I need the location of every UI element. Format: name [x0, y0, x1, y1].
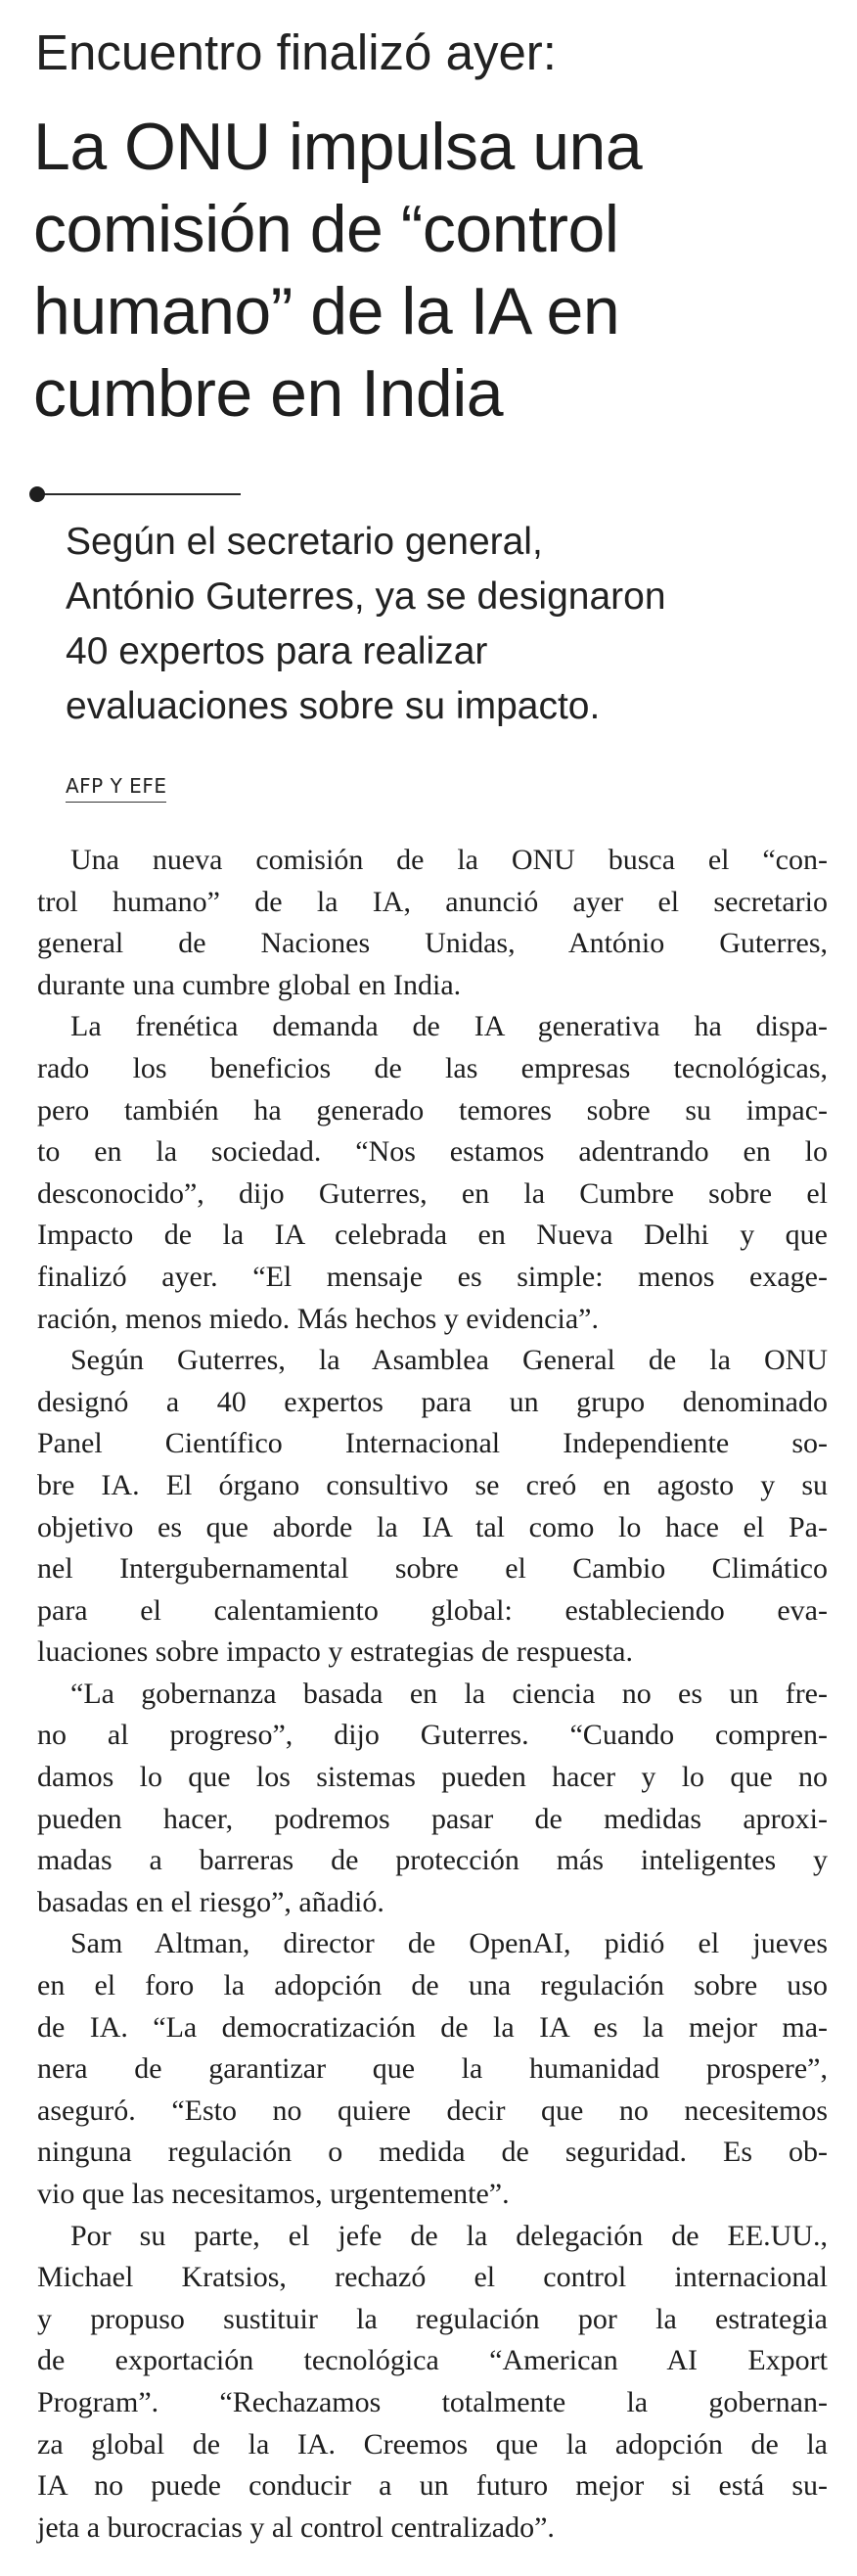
body-line: vio que las necesitamos, urgentemente”.	[37, 2178, 510, 2210]
body-line: nel Intergubernamental sobre el Cambio Climático	[37, 1552, 828, 1586]
body-line: Michael Kratsios, rechazó el control internacional	[37, 2261, 828, 2294]
article-byline: AFP Y EFE	[66, 773, 166, 803]
body-line: basadas en el riesgo”, añadió.	[37, 1885, 384, 1918]
body-line: Según Guterres, la Asamblea General de la ONU	[70, 1344, 828, 1377]
deck-line: António Guterres, ya se designaron	[66, 575, 666, 618]
body-line: para el calentamiento global: estableciendo eva-	[37, 1593, 828, 1627]
headline-line: cumbre en India	[33, 356, 504, 431]
body-line: trol humano” de la IA, anunció ayer el secretario	[37, 885, 828, 918]
body-line: “La gobernanza basada en la ciencia no es un fre-	[70, 1677, 828, 1710]
body-line: de exportación tecnológica “American AI Export	[37, 2344, 828, 2377]
body-line: Por su parte, el jefe de la delegación de EE.UU.,	[70, 2219, 828, 2252]
deck-line: 40 expertos para realizar	[66, 630, 488, 672]
body-line: to en la sociedad. “Nos estamos adentrando en lo	[37, 1135, 828, 1169]
body-line: no al progreso”, dijo Guterres. “Cuando compren-	[37, 1719, 828, 1752]
body-line: nera de garantizar que la humanidad prospere”,	[37, 2052, 828, 2086]
divider-dot	[29, 486, 45, 502]
body-line: aseguró. “Esto no quiere decir que no necesitemos	[37, 2093, 828, 2127]
body-line: Sam Altman, director de OpenAI, pidió el jueves	[70, 1927, 828, 1960]
body-line: La frenética demanda de IA generativa ha dispa-	[70, 1010, 828, 1043]
body-line: y propuso sustituir la regulación por la estrategia	[37, 2302, 828, 2335]
body-line: general de Naciones Unidas, António Guterres,	[37, 927, 828, 960]
body-line: objetivo es que aborde la IA tal como lo hace el Pa-	[37, 1510, 828, 1543]
headline-line: comisión de “control	[33, 192, 619, 266]
article-deck	[66, 515, 848, 734]
body-line: pueden hacer, podremos pasar de medidas aproxi-	[37, 1802, 828, 1835]
headline-line: humano” de la IA en	[33, 274, 620, 348]
article-body	[37, 840, 828, 2549]
article-headline	[33, 106, 845, 435]
body-line: durante una cumbre global en India.	[37, 968, 462, 1001]
body-line: Impacto de la IA celebrada en Nueva Delhi y que	[37, 1219, 828, 1252]
body-line: en el foro la adopción de una regulación sobre uso	[37, 1969, 828, 2002]
body-line: designó a 40 expertos para un grupo denominado	[37, 1385, 828, 1418]
body-line: madas a barreras de protección más inteligentes y	[37, 1844, 828, 1877]
body-line: rado los beneficios de las empresas tecnológicas,	[37, 1051, 828, 1084]
divider-line	[39, 493, 241, 495]
body-line: ninguna regulación o medida de seguridad. Es ob-	[37, 2136, 828, 2169]
body-line: Una nueva comisión de la ONU busca el “con-	[70, 844, 828, 876]
body-line: za global de la IA. Creemos que la adopción de la	[37, 2427, 828, 2461]
body-line: desconocido”, dijo Guterres, en la Cumbre sobre el	[37, 1176, 828, 1210]
body-line: jeta a burocracias y al control centralizado”.	[37, 2510, 555, 2544]
headline-line: La ONU impulsa una	[33, 110, 643, 184]
body-line: pero también ha generado temores sobre su impac-	[37, 1093, 828, 1127]
deck-line: Según el secretario general,	[66, 521, 543, 563]
body-line: damos lo que los sistemas pueden hacer y lo que no	[37, 1761, 828, 1794]
body-line: IA no puede conducir a un futuro mejor si está su-	[37, 2469, 828, 2503]
body-line: Program”. “Rechazamos totalmente la gobernan-	[37, 2385, 828, 2418]
body-line: de IA. “La democratización de la IA es la mejor ma-	[37, 2010, 828, 2044]
deck-line: evaluaciones sobre su impacto.	[66, 685, 601, 727]
body-line: bre IA. El órgano consultivo se creó en agosto y su	[37, 1468, 828, 1501]
article-kicker: Encuentro finalizó ayer:	[35, 24, 557, 80]
body-line: finalizó ayer. “El mensaje es simple: menos exage-	[37, 1260, 828, 1293]
body-line: Panel Científico Internacional Independiente so-	[37, 1427, 828, 1460]
body-line: ración, menos miedo. Más hechos y evidencia”.	[37, 1302, 599, 1335]
body-line: luaciones sobre impacto y estrategias de respuesta.	[37, 1635, 633, 1669]
